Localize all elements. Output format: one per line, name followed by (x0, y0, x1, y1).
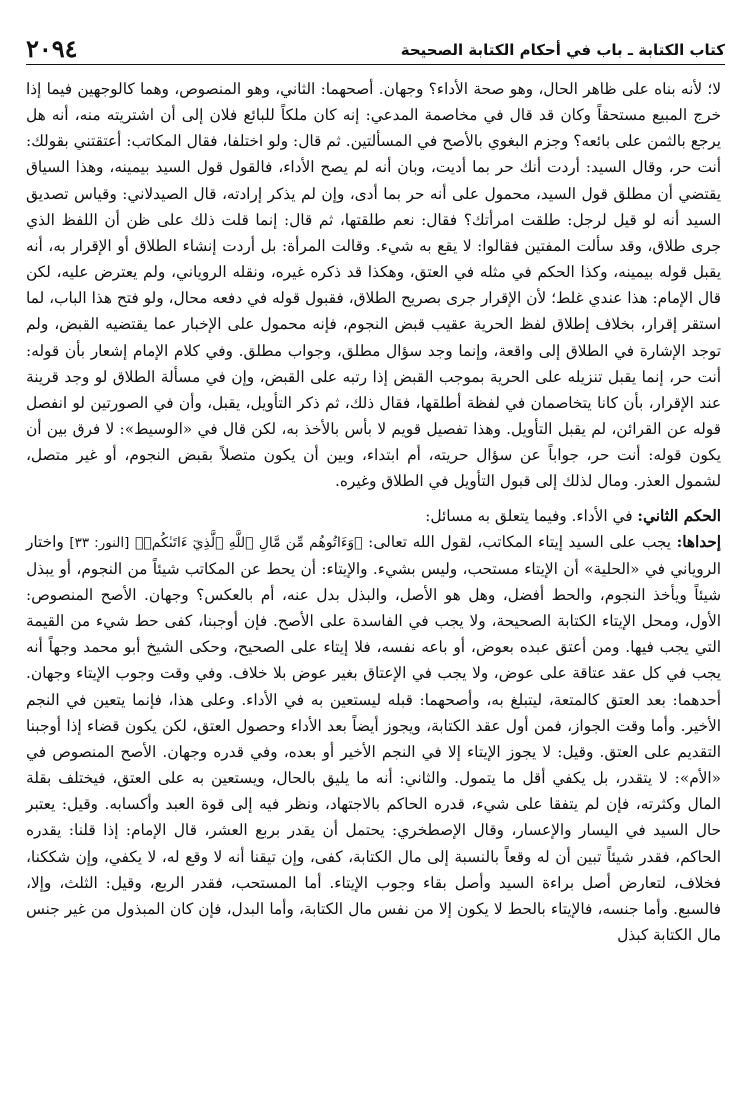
paragraph-lead: إحداها: (676, 532, 721, 551)
paragraph-3-intro: يجب على السيد إيتاء المكاتب، لقول الله تعالى: (368, 532, 672, 551)
paragraph-3 (26, 529, 721, 949)
page-body (26, 76, 721, 948)
section-heading-line (26, 503, 721, 529)
quran-verse: ﴿وَءَاتُوهُم مِّن مَّالِ ٱللَّهِ ٱلَّذِيٓ ءَاتَىٰكُمۡ﴾ (134, 534, 363, 551)
page-number: ٢٠٩٤ (26, 34, 78, 63)
quran-reference: [النور: ٣٣] (69, 534, 130, 551)
page-header (26, 30, 725, 65)
paragraph-1: لا؛ لأنه بناه على ظاهر الحال، وهو صحة الأداء؟ وجهان. أصحهما: الثاني، وهو المنصوص، وهما كالوجهين فيما إذا خرج المبيع مستحقاً وكان قد قال في مخاصمة المدعي: إنه كان ملكاً للبائع فلان إلى أن اشتريته منه، أنه هل يرجع بالثمن على بائعه؟ وجزم البغوي بالأصح في المسألتين. ثم قال: ولو اختلفا، فقال المكاتب: أعتقتني بقولك: أنت حر، وقال السيد: أردت أنك حر بما أديت، وبان أنه لم يصح الأداء، فالقول قول السيد بيمينه، وهذا السياق يقتضي أن مطلق قول السيد، محمول على أنه حر بما أدى، وإن لم يذكر إرادته، قال الصيدلاني: وقياس تصديق السيد أنه لو قيل لرجل: طلقت امرأتك؟ فقال: نعم طلقتها، ثم قال: إنما قلت ذلك على ظن أن اللفظ الذي جرى طلاق، وقد سألت المفتين فقالوا: لا يقع به شيء. وقالت المرأة: بل أردت إنشاء الطلاق أو الإقرار به، أنه يقبل قوله بيمينه، وكذا الحكم في مثله في العتق، وهكذا قد ذكره غيره، ونقله الروياني، ولم يعترض عليه، لكن قال الإمام: هذا عندي غلط؛ لأن الإقرار جرى بصريح الطلاق، فقبول قوله في دفعه محال، ولو فتح هذا الباب، لما استقر إقرار، بخلاف إطلاق لفظ الحرية عقيب قبض النجوم، فإنه محمول على الإخبار عما يقتضيه القبض، ولم توجد الإشارة في الطلاق إلى واقعة، وإنما وجد سؤال مطلق، وجواب مطلق. وفي كلام الإمام إشعار بأن قوله: أنت حر، إنما يقبل تنزيله على الحرية بموجب القبض إذا رتبه على القبض، وإن في مسألة الطلاق لو وجد قرينة عند الإقرار، بأن كانا يتخاصمان في لفظة أطلقها، فقال ذلك، ثم ذكر التأويل، يقبل، وأن في الصورتين لو انفصل قوله عن القرائن، لم يقبل التأويل. وهذا تفصيل قويم لا بأس بالأخذ به، لكن قال في «الوسيط»: لا فرق بين أن يكون قوله: أنت حر، جواباً عن سؤال حريته، أم ابتداء، وبين أن يكون متصلاً بقبض النجوم، أو غير متصل، لشمول العذر. ومال لذلك إلى قبول التأويل في الطلاق وغيره. (26, 80, 721, 491)
paragraph-3-body: واختار الروياني في «الحلية» أن الإيتاء مستحب، وليس بشيء. والإيتاء: أن يحط عن المكاتب شيئاً من النجوم، أو يبذل شيئاً ويأخذ النجوم، والحط أفضل، وهل هو الأصل، والبذل بدل عنه، أم بالعكس؟ وجهان. الأصح المنصوص: الأول، ومحل الإيتاء الكتابة الصحيحة، ولا يجب في الفاسدة على الأصح. فإن أوجبنا، كفى حط شيء من القيمة التي يجب فيها. ومن أعتق عبده بعوض، أو باعه نفسه، فلا إيتاء على الصحيح، وحكى الشيخ أبو محمد وجهاً أنه يجب في كل عقد عتاقة على عوض، ولا يجب في الإعتاق بغير عوض بلا خلاف. وفي وقت وجوب الإيتاء وجهان. أحدهما: بعد العتق كالمتعة، ليتبلغ به، وأصحهما: قبله ليستعين به في الأداء. وعلى هذا، فإنما يتعين في النجم الأخير. وأما وقت الجواز، فمن أول عقد الكتابة، ويجوز أيضاً بعد الأداء وحصول العتق، لكن يكون قضاء إذا أوجبنا التقديم على العتق. وقيل: لا يجوز الإيتاء إلا في النجم الأخير أو بعده، وفي قدره وجهان. الأصح المنصوص في «الأم»: لا يتقدر، بل يكفي أقل ما يتمول. والثاني: أنه ما يليق بالحال، ويستعين به على العتق، فيختلف بقلة المال وكثرته، فإن لم يتفقا على شيء، قدره الحاكم بالاجتهاد، ونظر فيه إلى قوة العبد وأكسابه. وقيل: يعتبر حال السيد في اليسار والإعسار، وقال الإصطخري: يحتمل أن يقدر بربع العشر، قال الإمام: إذا قلنا: يقدره الحاكم، فقدر شيئاً تبين أن له وقعاً بالنسبة إلى مال الكتابة، كفى، وإن تيقنا أنه لا وقع له، لا يكفي، وإن شككنا، فخلاف، لتعارض أصل براءة السيد وأصل بقاء وجوب الإيتاء. أما المستحب، فقدر الربع، وقيل: الثلث، وإلا، فالسبع. وأما جنسه، فالإيتاء بالحط لا يكون إلا من نفس مال الكتابة، وأما البدل، فإن كان المبذول من غير جنس مال الكتابة كبذل (26, 532, 721, 944)
section-subtitle: في الأداء. وفيما يتعلق به مسائل: (425, 506, 633, 525)
section-title: الحكم الثاني: (637, 506, 721, 525)
running-title: كتاب الكتابة ـ باب في أحكام الكتابة الصحيحة (400, 41, 725, 59)
